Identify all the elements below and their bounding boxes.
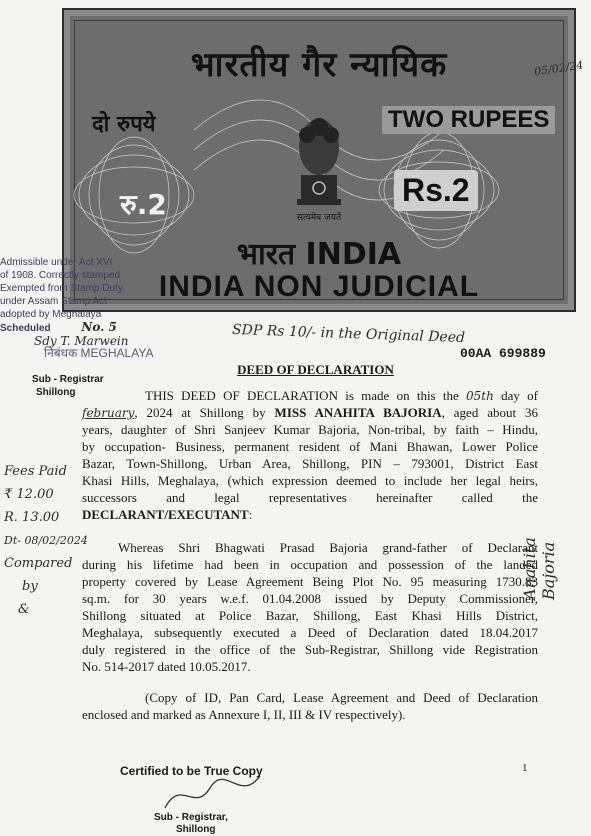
seal-line: of 1908. Correctly stamped [0, 270, 121, 281]
handwritten-month: february [82, 406, 135, 420]
handwritten-date: 05/02/24 [533, 58, 585, 79]
declarant-executant: DECLARANT/EXECUTANT [82, 507, 249, 522]
deed-line: sq.m. for 30 years w.e.f. 01.04.2008 issued by Deputy Commissioner, [82, 591, 538, 606]
seal-scheduled-no: No. 5 [81, 320, 117, 334]
declarant-name: MISS ANAHITA BAJORIA [274, 405, 442, 420]
deed-line: Meghalaya, subsequently executed a Deed of Declaration dated 18.04.2017 [82, 625, 538, 640]
fees-line: & [18, 602, 30, 617]
national-emblem-icon [279, 105, 359, 215]
stamp-two-rupees: TWO RUPEES [382, 106, 555, 134]
deed-line: successors and legal representatives hereinafter called the [82, 490, 538, 505]
seal-line: under Assam Stamp Act [0, 296, 107, 307]
seal-office: निबंधक MEGHALAYA [44, 346, 154, 360]
stamp-bharat-india: भारत INDIA [236, 237, 402, 272]
deed-line: No. 514-2017 dated 10.05.2017. [82, 659, 251, 674]
certified-true-copy: Certified to be True Copy [120, 764, 263, 778]
deed-line: Khasi Hills, Meghalaya, (which expression deemed to include her legal heirs, [82, 473, 538, 488]
seal-line: Scheduled No. 5 [0, 320, 117, 334]
page-number: 1 [522, 762, 528, 774]
deed-line: by occupation- Business, permanent resident of Mani Bhawan, Lower Police [82, 439, 538, 454]
deed-line: duly registered in the office of the Sub-Registrar, Shillong vide Registration [82, 642, 538, 657]
stamp-serial-number: 00AA 699889 [460, 346, 546, 361]
deed-line: years, daughter of Shri Sanjeev Kumar Bajoria, Non-tribal, by faith – Hindu, [82, 422, 538, 437]
deed-line: THIS DEED OF DECLARATION is made on this the 05th day of [145, 388, 538, 403]
registration-seal [0, 256, 150, 335]
fees-line: Dt- 08/02/2024 [4, 534, 88, 547]
deed-line: enclosed and marked as Annexure I, II, III & IV respectively). [82, 707, 406, 722]
deed-line: february, 2024 at Shillong by MISS ANAHITA BAJORIA, aged about 36 [82, 405, 539, 420]
fees-line: Compared [4, 556, 73, 571]
seal-line: Admissible under Act XVI [0, 257, 113, 268]
footer-place: Shillong [176, 824, 216, 835]
fees-line: ₹ 12.00 [4, 487, 54, 502]
seal-sub-registrar: Sub - Registrar [32, 374, 104, 385]
deed-line: DECLARANT/EXECUTANT: [82, 507, 253, 522]
seal-place: Shillong [36, 387, 76, 398]
sdp-handwritten-note: SDP Rs 10/- in the Original Deed [231, 321, 466, 347]
seal-line: Exempted from Stamp Duty [0, 283, 123, 294]
fees-paid-note [4, 460, 88, 621]
footer-signature-icon [160, 768, 270, 818]
fees-line: by [22, 579, 38, 594]
deed-line: during his lifetime had been in occupation and possession of the landed [82, 557, 538, 572]
stamp-do-rupaye: दो रुपये [92, 112, 156, 137]
deed-line: Bazar, Town-Shillong, Urban Area, Shillong, PIN – 793001, District East [82, 456, 538, 471]
deed-line: Whereas Shri Bhagwati Prasad Bajoria grand-father of Declarant [118, 540, 538, 555]
footer-sub-registrar: Sub - Registrar, [154, 812, 228, 823]
stamp-satyamev-jayate: सत्यमेव जयते [296, 213, 342, 223]
deed-title: DEED OF DECLARATION [237, 362, 394, 377]
seal-signature: Sdy T. Marwein [34, 334, 129, 348]
stamp-hindi-title: भारतीय गैर न्यायिक [190, 45, 448, 85]
stamp-rs-hindi: रु.2 [120, 188, 167, 221]
handwritten-day: 05th [466, 389, 494, 403]
stamp-rs-english: Rs.2 [394, 170, 478, 211]
declarant-signature: Anahita Bajoria [520, 537, 558, 600]
fees-line: R. 13.00 [4, 510, 60, 525]
deed-line: Shillong situated at Police Bazar, Shillong, East Khasi Hills District, [82, 608, 538, 623]
deed-line: (Copy of ID, Pan Card, Lease Agreement and Deed of Declaration [145, 690, 538, 705]
seal-line: adopted by Meghalaya [0, 309, 102, 320]
fees-line: Fees Paid [4, 464, 67, 479]
stamp-india-non-judicial: INDIA NON JUDICIAL [158, 270, 480, 303]
deed-line: property covered by Lease Agreement Being Plot No. 95 measuring 1730.83 [82, 574, 538, 589]
